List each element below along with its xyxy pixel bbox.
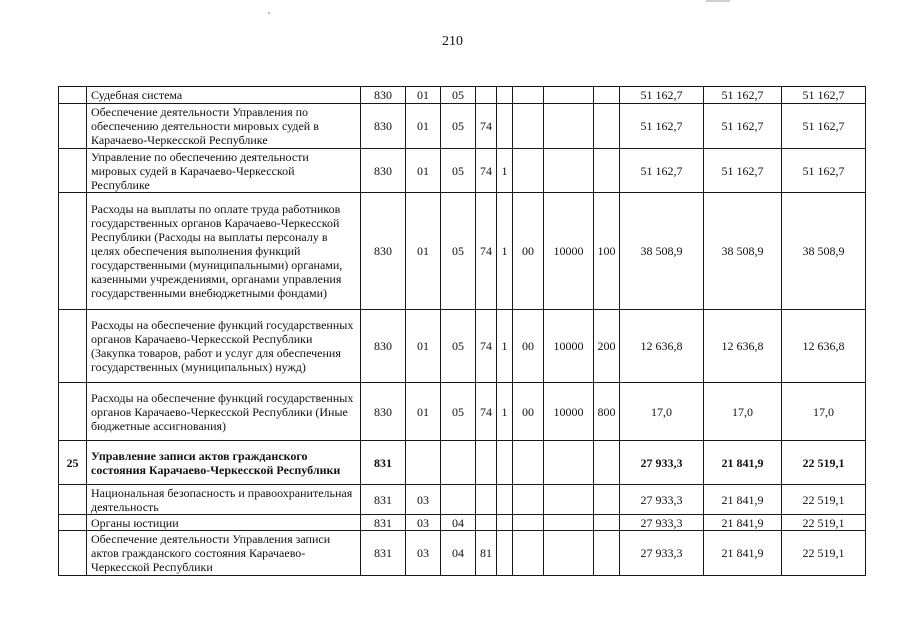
- expense-type-cell: [594, 149, 620, 193]
- row-number-cell: [59, 383, 87, 441]
- amount-year1-cell: 27 933,3: [620, 531, 704, 576]
- program-code-cell: 74: [476, 193, 497, 310]
- row-number-cell: [59, 485, 87, 515]
- subprogram-code-cell: [497, 87, 513, 104]
- section-code-cell: 01: [406, 87, 441, 104]
- activity-code-cell: [513, 104, 544, 149]
- amount-year1-cell: 38 508,9: [620, 193, 704, 310]
- activity-code-cell: [513, 485, 544, 515]
- direction-code-cell: 10000: [544, 193, 594, 310]
- expense-type-cell: [594, 515, 620, 531]
- subsection-code-cell: [441, 485, 476, 515]
- section-code-cell: 03: [406, 515, 441, 531]
- direction-code-cell: [544, 104, 594, 149]
- subprogram-code-cell: [497, 515, 513, 531]
- row-number-cell: [59, 193, 87, 310]
- amount-year2-cell: 21 841,9: [704, 441, 782, 485]
- page-number: 210: [442, 34, 463, 49]
- activity-code-cell: 00: [513, 310, 544, 383]
- subsection-code-cell: [441, 441, 476, 485]
- amount-year1-cell: 17,0: [620, 383, 704, 441]
- amount-year3-cell: 51 162,7: [782, 87, 866, 104]
- ministry-code-cell: 831: [361, 441, 406, 485]
- direction-code-cell: [544, 515, 594, 531]
- activity-code-cell: [513, 87, 544, 104]
- activity-code-cell: [513, 441, 544, 485]
- table-row: [59, 383, 866, 441]
- scan-speck: [706, 0, 730, 2]
- amount-year3-cell: 12 636,8: [782, 310, 866, 383]
- subsection-code-cell: 04: [441, 531, 476, 576]
- section-code-cell: 01: [406, 383, 441, 441]
- table-row: [59, 485, 866, 515]
- item-name-cell: Судебная система: [87, 87, 361, 104]
- amount-year2-cell: 21 841,9: [704, 531, 782, 576]
- item-name-cell: Национальная безопасность и правоохранительная деятельность: [87, 485, 361, 515]
- direction-code-cell: [544, 485, 594, 515]
- expense-type-cell: [594, 87, 620, 104]
- table-row: [59, 310, 866, 383]
- amount-year1-cell: 12 636,8: [620, 310, 704, 383]
- ministry-code-cell: 831: [361, 515, 406, 531]
- ministry-code-cell: 830: [361, 310, 406, 383]
- item-name-cell: Управление записи актов гражданского состояния Карачаево-Черкесской Республики: [87, 441, 361, 485]
- amount-year3-cell: 17,0: [782, 383, 866, 441]
- section-code-cell: 03: [406, 531, 441, 576]
- item-name-cell: Расходы на выплаты по оплате труда работников государственных органов Карачаево-Черкесской Республики (Расходы на выплаты персоналу в целях обеспечения выполнения функций государственными (муниципальными) органами, казенными учреждениями, органами управления государственными внебюджетными фондами): [87, 193, 361, 310]
- amount-year2-cell: 38 508,9: [704, 193, 782, 310]
- table-row: [59, 441, 866, 485]
- program-code-cell: [476, 87, 497, 104]
- subsection-code-cell: 05: [441, 193, 476, 310]
- amount-year3-cell: 22 519,1: [782, 441, 866, 485]
- program-code-cell: 74: [476, 310, 497, 383]
- section-code-cell: 01: [406, 193, 441, 310]
- section-code-cell: 01: [406, 149, 441, 193]
- subsection-code-cell: 05: [441, 104, 476, 149]
- table-row: [59, 531, 866, 576]
- subsection-code-cell: 05: [441, 310, 476, 383]
- amount-year3-cell: 22 519,1: [782, 485, 866, 515]
- subprogram-code-cell: [497, 441, 513, 485]
- subprogram-code-cell: 1: [497, 383, 513, 441]
- expense-type-cell: [594, 104, 620, 149]
- program-code-cell: [476, 515, 497, 531]
- program-code-cell: 74: [476, 149, 497, 193]
- scan-speck: [268, 12, 270, 14]
- item-name-cell: Органы юстиции: [87, 515, 361, 531]
- amount-year2-cell: 21 841,9: [704, 515, 782, 531]
- row-number-cell: 25: [59, 441, 87, 485]
- expense-type-cell: [594, 485, 620, 515]
- section-code-cell: 01: [406, 310, 441, 383]
- ministry-code-cell: 830: [361, 149, 406, 193]
- subprogram-code-cell: 1: [497, 193, 513, 310]
- activity-code-cell: 00: [513, 383, 544, 441]
- expense-type-cell: [594, 441, 620, 485]
- subprogram-code-cell: [497, 485, 513, 515]
- direction-code-cell: [544, 87, 594, 104]
- item-name-cell: Обеспечение деятельности Управления по обеспечению деятельности мировых судей в Карачаево-Черкесской Республике: [87, 104, 361, 149]
- amount-year3-cell: 51 162,7: [782, 149, 866, 193]
- table-row: [59, 104, 866, 149]
- amount-year2-cell: 12 636,8: [704, 310, 782, 383]
- section-code-cell: 01: [406, 104, 441, 149]
- ministry-code-cell: 830: [361, 383, 406, 441]
- subprogram-code-cell: 1: [497, 310, 513, 383]
- item-name-cell: Обеспечение деятельности Управления записи актов гражданского состояния Карачаево-Черкесской Республики: [87, 531, 361, 576]
- table-row: [59, 515, 866, 531]
- amount-year2-cell: 51 162,7: [704, 149, 782, 193]
- amount-year1-cell: 51 162,7: [620, 104, 704, 149]
- ministry-code-cell: 830: [361, 87, 406, 104]
- activity-code-cell: [513, 149, 544, 193]
- section-code-cell: [406, 441, 441, 485]
- program-code-cell: [476, 485, 497, 515]
- amount-year1-cell: 51 162,7: [620, 149, 704, 193]
- amount-year3-cell: 22 519,1: [782, 531, 866, 576]
- item-name-cell: Расходы на обеспечение функций государственных органов Карачаево-Черкесской Республики (Закупка товаров, работ и услуг для обеспечения государственных (муниципальных) нужд): [87, 310, 361, 383]
- subsection-code-cell: 04: [441, 515, 476, 531]
- ministry-code-cell: 830: [361, 193, 406, 310]
- amount-year3-cell: 51 162,7: [782, 104, 866, 149]
- amount-year1-cell: 27 933,3: [620, 441, 704, 485]
- program-code-cell: 81: [476, 531, 497, 576]
- row-number-cell: [59, 515, 87, 531]
- amount-year1-cell: 27 933,3: [620, 515, 704, 531]
- row-number-cell: [59, 104, 87, 149]
- table-body: [59, 87, 866, 576]
- amount-year2-cell: 51 162,7: [704, 104, 782, 149]
- ministry-code-cell: 830: [361, 104, 406, 149]
- subprogram-code-cell: [497, 531, 513, 576]
- direction-code-cell: [544, 441, 594, 485]
- direction-code-cell: 10000: [544, 383, 594, 441]
- subsection-code-cell: 05: [441, 149, 476, 193]
- item-name-cell: Расходы на обеспечение функций государственных органов Карачаево-Черкесской Республики (Иные бюджетные ассигнования): [87, 383, 361, 441]
- ministry-code-cell: 831: [361, 531, 406, 576]
- section-code-cell: 03: [406, 485, 441, 515]
- amount-year2-cell: 21 841,9: [704, 485, 782, 515]
- direction-code-cell: [544, 149, 594, 193]
- row-number-cell: [59, 310, 87, 383]
- amount-year2-cell: 51 162,7: [704, 87, 782, 104]
- ministry-code-cell: 831: [361, 485, 406, 515]
- expense-type-cell: [594, 531, 620, 576]
- amount-year1-cell: 27 933,3: [620, 485, 704, 515]
- budget-table: [58, 86, 866, 576]
- table-row: [59, 193, 866, 310]
- subsection-code-cell: 05: [441, 383, 476, 441]
- amount-year3-cell: 22 519,1: [782, 515, 866, 531]
- amount-year1-cell: 51 162,7: [620, 87, 704, 104]
- activity-code-cell: 00: [513, 193, 544, 310]
- program-code-cell: 74: [476, 104, 497, 149]
- table-row: [59, 149, 866, 193]
- activity-code-cell: [513, 515, 544, 531]
- table-row: [59, 87, 866, 104]
- expense-type-cell: 800: [594, 383, 620, 441]
- subsection-code-cell: 05: [441, 87, 476, 104]
- expense-type-cell: 200: [594, 310, 620, 383]
- subprogram-code-cell: 1: [497, 149, 513, 193]
- item-name-cell: Управление по обеспечению деятельности мировых судей в Карачаево-Черкесской Республике: [87, 149, 361, 193]
- direction-code-cell: 10000: [544, 310, 594, 383]
- row-number-cell: [59, 531, 87, 576]
- amount-year2-cell: 17,0: [704, 383, 782, 441]
- program-code-cell: 74: [476, 383, 497, 441]
- program-code-cell: [476, 441, 497, 485]
- activity-code-cell: [513, 531, 544, 576]
- expense-type-cell: 100: [594, 193, 620, 310]
- direction-code-cell: [544, 531, 594, 576]
- amount-year3-cell: 38 508,9: [782, 193, 866, 310]
- subprogram-code-cell: [497, 104, 513, 149]
- row-number-cell: [59, 87, 87, 104]
- row-number-cell: [59, 149, 87, 193]
